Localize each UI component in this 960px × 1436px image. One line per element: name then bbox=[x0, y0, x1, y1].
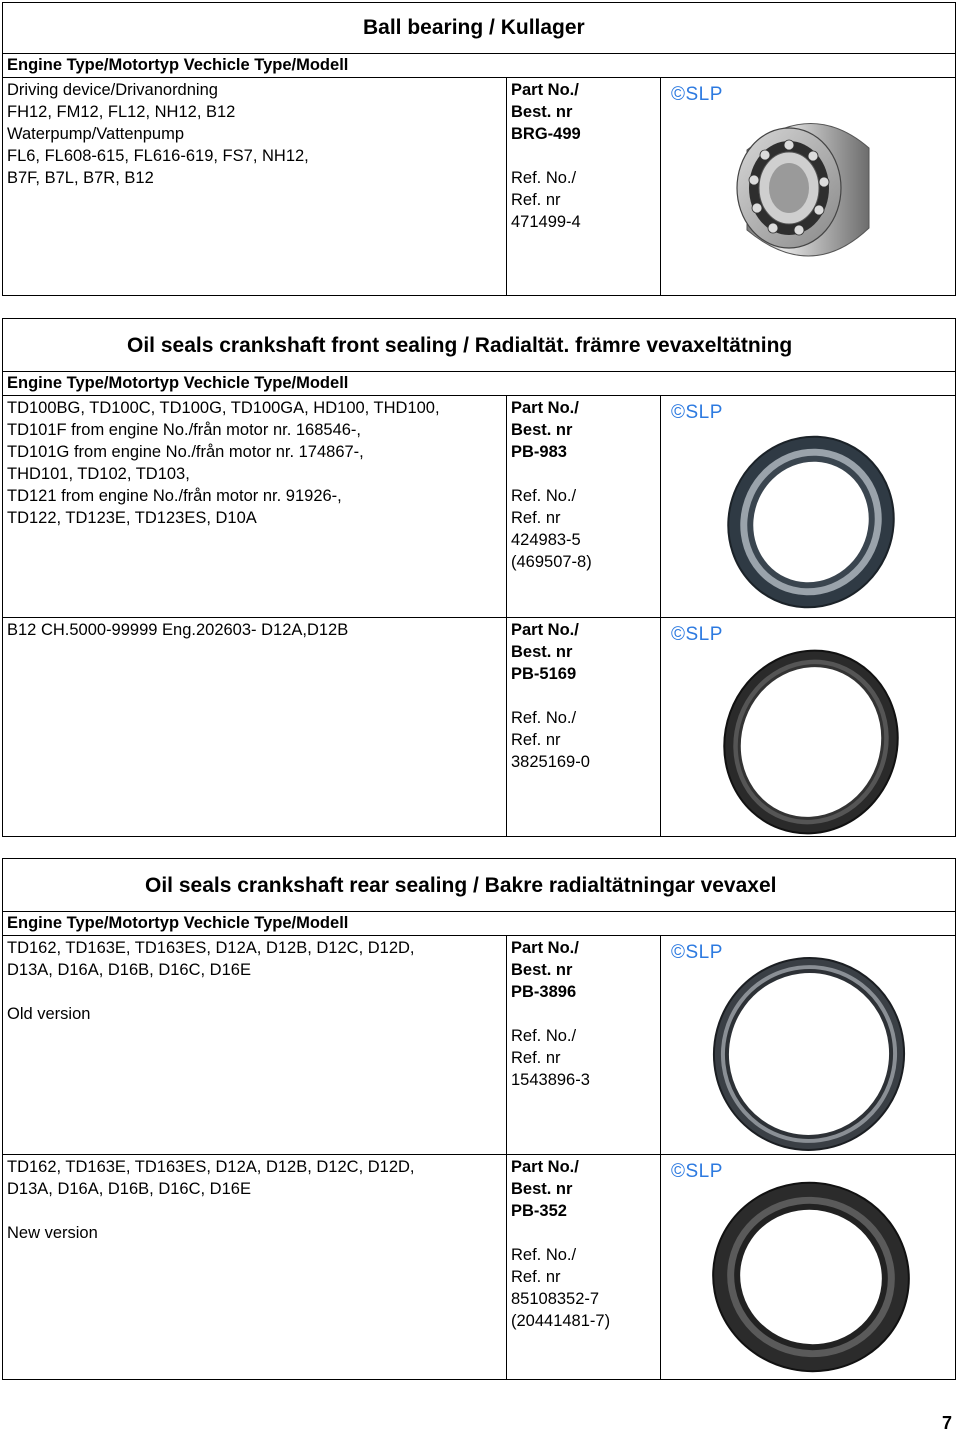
engine-type-cell bbox=[3, 78, 507, 295]
column-header: Engine Type/Motortyp Vechicle Type/Modell bbox=[3, 371, 955, 395]
oil-seal-image bbox=[661, 396, 957, 618]
ref-nr-label: Ref. nr bbox=[511, 1049, 561, 1067]
table-row bbox=[3, 77, 955, 295]
ref-nr-label: Ref. nr bbox=[511, 731, 561, 749]
part-number: PB-5169 bbox=[511, 665, 577, 683]
desc-line: Driving device/Drivanordning bbox=[7, 81, 218, 99]
engine-type-cell bbox=[3, 618, 507, 836]
desc-line: TD100BG, TD100C, TD100G, TD100GA, HD100, THD100, bbox=[7, 399, 440, 417]
part-number-cell bbox=[507, 1155, 661, 1379]
desc-line: D13A, D16A, D16B, D16C, D16E bbox=[7, 1180, 251, 1198]
version-note: Old version bbox=[7, 1005, 91, 1023]
oil-seal-image bbox=[661, 936, 957, 1155]
desc-line: THD101, TD102, TD103, bbox=[7, 465, 190, 483]
column-header: Engine Type/Motortyp Vechicle Type/Modell bbox=[3, 53, 955, 77]
part-number: PB-983 bbox=[511, 443, 567, 461]
slp-logo: ©SLP bbox=[671, 1161, 723, 1182]
desc-line: B7F, B7L, B7R, B12 bbox=[7, 169, 154, 187]
oil-seal-image bbox=[661, 1155, 957, 1380]
section-front-oil-seals bbox=[2, 318, 956, 837]
slp-logo: ©SLP bbox=[671, 402, 723, 423]
part-number: PB-3896 bbox=[511, 983, 577, 1001]
oil-seal-image bbox=[661, 618, 957, 838]
desc-line: B12 CH.5000-99999 Eng.202603- D12A,D12B bbox=[7, 621, 349, 639]
desc-line: Waterpump/Vattenpump bbox=[7, 125, 185, 143]
table-row bbox=[3, 1154, 955, 1379]
section-title: Ball bearing / Kullager bbox=[363, 16, 585, 39]
ref-no-label: Ref. No./ bbox=[511, 169, 577, 187]
product-image-cell bbox=[661, 78, 955, 295]
ref-number: 1543896-3 bbox=[511, 1071, 590, 1089]
ref-nr-label: Ref. nr bbox=[511, 1268, 561, 1286]
best-nr-label: Best. nr bbox=[511, 643, 573, 661]
ref-no-label: Ref. No./ bbox=[511, 1246, 577, 1264]
best-nr-label: Best. nr bbox=[511, 1180, 573, 1198]
ref-number: (469507-8) bbox=[511, 553, 592, 571]
part-no-label: Part No./ bbox=[511, 621, 579, 639]
desc-line: FH12, FM12, FL12, NH12, B12 bbox=[7, 103, 236, 121]
ref-number: (20441481-7) bbox=[511, 1312, 611, 1330]
part-no-label: Part No./ bbox=[511, 399, 579, 417]
desc-line: TD162, TD163E, TD163ES, D12A, D12B, D12C, D12D, bbox=[7, 939, 415, 957]
section-ball-bearing bbox=[2, 2, 956, 296]
best-nr-label: Best. nr bbox=[511, 961, 573, 979]
part-number-cell bbox=[507, 936, 661, 1155]
desc-line: TD121 from engine No./från motor nr. 91926-, bbox=[7, 487, 342, 505]
ref-no-label: Ref. No./ bbox=[511, 487, 577, 505]
engine-type-cell bbox=[3, 396, 507, 618]
product-image-cell bbox=[661, 618, 955, 836]
desc-line: FL6, FL608-615, FL616-619, FS7, NH12, bbox=[7, 147, 309, 165]
ref-nr-label: Ref. nr bbox=[511, 509, 561, 527]
part-no-label: Part No./ bbox=[511, 939, 579, 957]
part-no-label: Part No./ bbox=[511, 1158, 579, 1176]
part-number: BRG-499 bbox=[511, 125, 581, 143]
column-header: Engine Type/Motortyp Vechicle Type/Modell bbox=[3, 911, 955, 935]
table-row bbox=[3, 617, 955, 836]
desc-line: D13A, D16A, D16B, D16C, D16E bbox=[7, 961, 251, 979]
part-no-label: Part No./ bbox=[511, 81, 579, 99]
part-number-cell bbox=[507, 396, 661, 618]
section-title: Oil seals crankshaft rear sealing / Bakre radialtätningar vevaxel bbox=[145, 874, 777, 897]
engine-type-cell bbox=[3, 1155, 507, 1379]
slp-logo: ©SLP bbox=[671, 84, 723, 105]
ref-number: 424983-5 bbox=[511, 531, 581, 549]
ref-number: 85108352-7 bbox=[511, 1290, 600, 1308]
table-row bbox=[3, 935, 955, 1155]
slp-logo: ©SLP bbox=[671, 624, 723, 645]
table-row bbox=[3, 395, 955, 618]
section-title: Oil seals crankshaft front sealing / Radialtät. främre vevaxeltätning bbox=[127, 334, 793, 357]
product-image-cell bbox=[661, 1155, 955, 1379]
desc-line: TD101F from engine No./från motor nr. 168546-, bbox=[7, 421, 362, 439]
ball-bearing-image bbox=[661, 78, 957, 296]
desc-line: TD101G from engine No./från motor nr. 174867-, bbox=[7, 443, 364, 461]
part-number-cell bbox=[507, 78, 661, 295]
ref-number: 471499-4 bbox=[511, 213, 581, 231]
section-rear-oil-seals bbox=[2, 858, 956, 1380]
best-nr-label: Best. nr bbox=[511, 103, 573, 121]
product-image-cell bbox=[661, 936, 955, 1155]
part-number-cell bbox=[507, 618, 661, 836]
ref-number: 3825169-0 bbox=[511, 753, 590, 771]
ref-no-label: Ref. No./ bbox=[511, 709, 577, 727]
desc-line: TD162, TD163E, TD163ES, D12A, D12B, D12C, D12D, bbox=[7, 1158, 415, 1176]
product-image-cell bbox=[661, 396, 955, 618]
engine-type-cell bbox=[3, 936, 507, 1155]
best-nr-label: Best. nr bbox=[511, 421, 573, 439]
slp-logo: ©SLP bbox=[671, 942, 723, 963]
desc-line: TD122, TD123E, TD123ES, D10A bbox=[7, 509, 257, 527]
ref-no-label: Ref. No./ bbox=[511, 1027, 577, 1045]
version-note: New version bbox=[7, 1224, 98, 1242]
page-number: 7 bbox=[941, 1413, 952, 1433]
part-number: PB-352 bbox=[511, 1202, 567, 1220]
ref-nr-label: Ref. nr bbox=[511, 191, 561, 209]
